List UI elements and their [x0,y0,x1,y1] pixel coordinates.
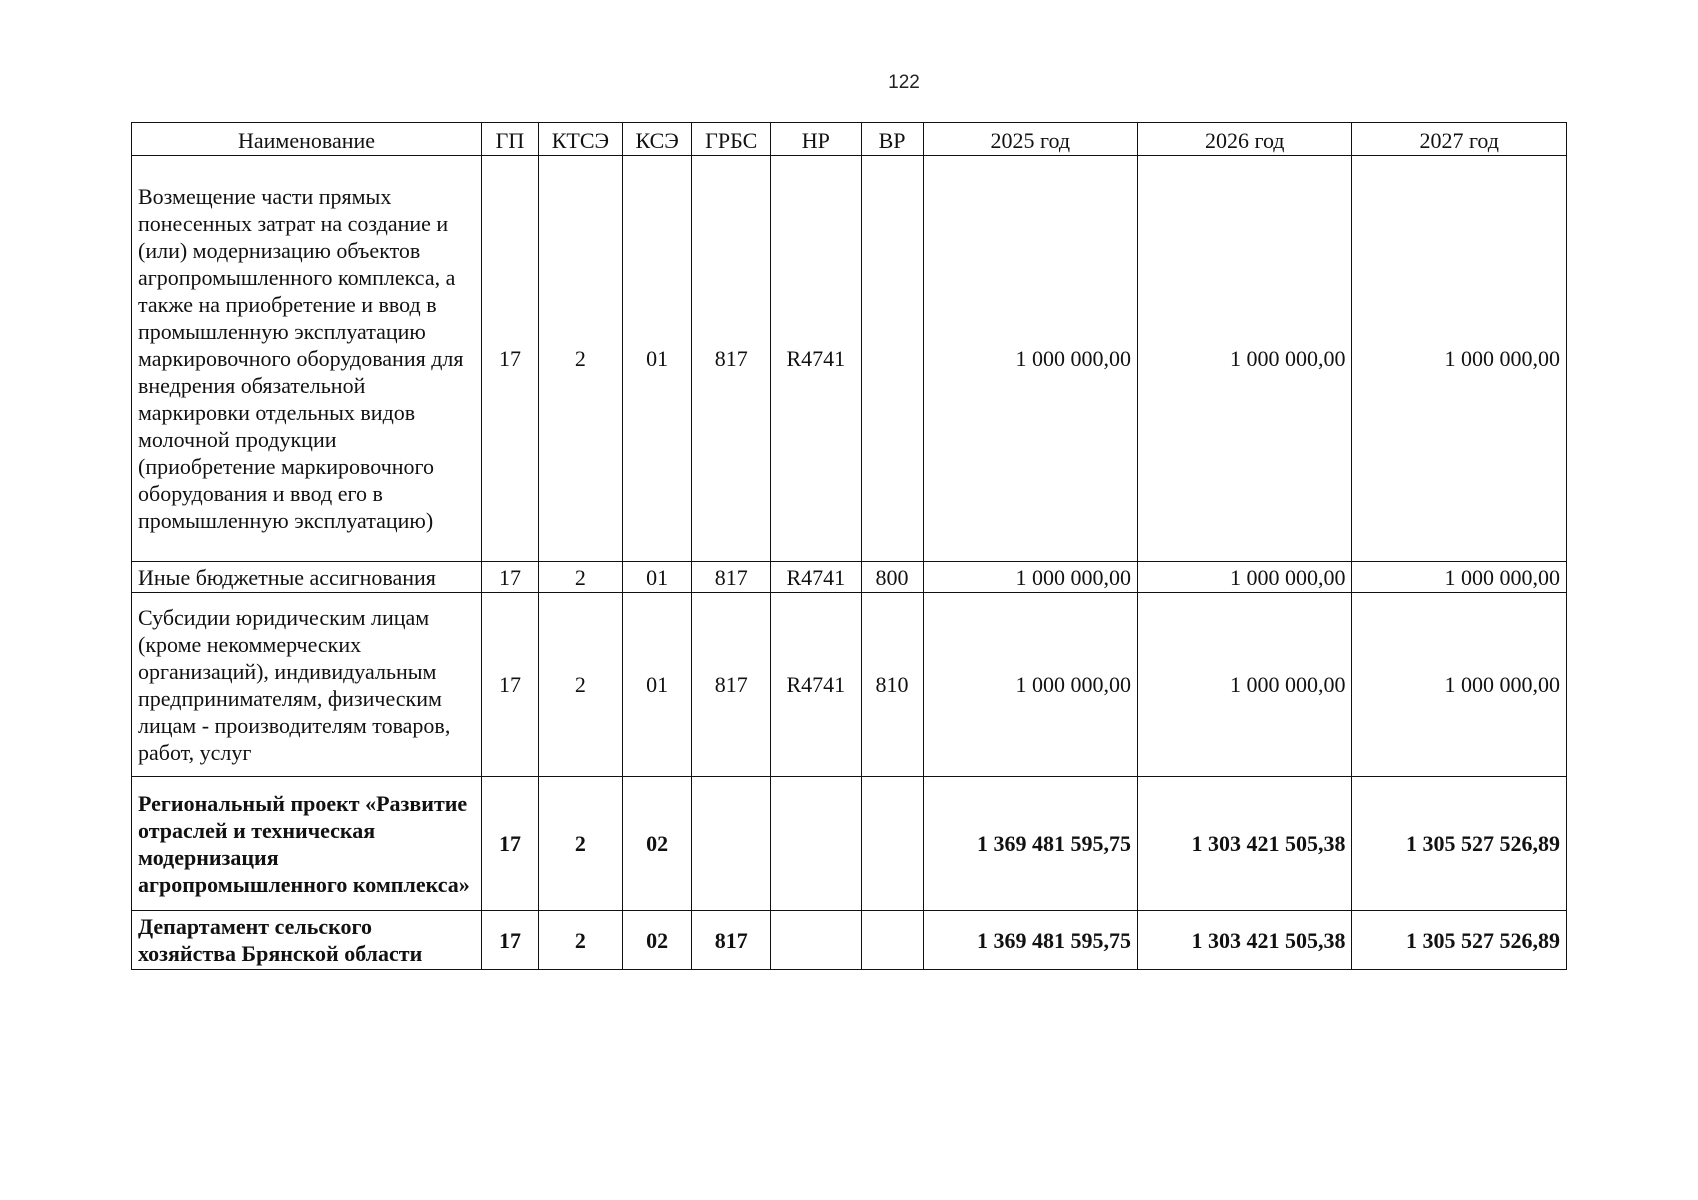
cell-2026: 1 000 000,00 [1138,562,1352,593]
cell-2025: 1 000 000,00 [923,156,1137,562]
cell-nr: R4741 [771,593,861,777]
page-number: 122 [888,72,920,93]
cell-2027: 1 000 000,00 [1352,593,1567,777]
cell-2027: 1 305 527 526,89 [1352,911,1567,970]
col-header-ktse: КТСЭ [538,123,622,156]
cell-2026: 1 000 000,00 [1138,156,1352,562]
cell-grbs [692,777,771,911]
table-row [132,593,1567,777]
cell-2025: 1 369 481 595,75 [923,777,1137,911]
cell-kse: 02 [622,777,691,911]
cell-nr [771,911,861,970]
cell-2026: 1 000 000,00 [1138,593,1352,777]
col-header-grbs: ГРБС [692,123,771,156]
cell-kse: 01 [622,593,691,777]
cell-vr [861,777,923,911]
table-row [132,777,1567,911]
cell-gp: 17 [482,562,539,593]
cell-2027: 1 000 000,00 [1352,156,1567,562]
cell-name: Департамент сельского хозяйства Брянской области [132,911,482,970]
cell-vr [861,156,923,562]
cell-vr: 800 [861,562,923,593]
cell-ktse: 2 [538,562,622,593]
cell-grbs: 817 [692,156,771,562]
cell-ktse: 2 [538,911,622,970]
cell-kse: 01 [622,156,691,562]
cell-2027: 1 305 527 526,89 [1352,777,1567,911]
cell-nr [771,777,861,911]
cell-kse: 01 [622,562,691,593]
col-header-2026: 2026 год [1138,123,1352,156]
col-header-kse: КСЭ [622,123,691,156]
cell-nr: R4741 [771,562,861,593]
col-header-nr: НР [771,123,861,156]
table-header-row [132,123,1567,156]
cell-name: Субсидии юридическим лицам (кроме некоммерческих организаций), индивидуальным предпринимателям, физическим лицам - производителям товаров, работ, услуг [132,593,482,777]
cell-2025: 1 369 481 595,75 [923,911,1137,970]
col-header-2027: 2027 год [1352,123,1567,156]
cell-grbs: 817 [692,593,771,777]
cell-2026: 1 303 421 505,38 [1138,777,1352,911]
table-row [132,911,1567,970]
cell-2025: 1 000 000,00 [923,562,1137,593]
col-header-vr: ВР [861,123,923,156]
col-header-gp: ГП [482,123,539,156]
table-row [132,156,1567,562]
cell-ktse: 2 [538,593,622,777]
cell-name: Региональный проект «Развитие отраслей и техническая модернизация агропромышленного комплекса» [132,777,482,911]
cell-2025: 1 000 000,00 [923,593,1137,777]
table-row [132,562,1567,593]
budget-table [131,122,1567,970]
cell-name: Иные бюджетные ассигнования [132,562,482,593]
cell-gp: 17 [482,593,539,777]
cell-kse: 02 [622,911,691,970]
cell-vr: 810 [861,593,923,777]
cell-grbs: 817 [692,911,771,970]
cell-vr [861,911,923,970]
cell-ktse: 2 [538,777,622,911]
cell-2027: 1 000 000,00 [1352,562,1567,593]
cell-ktse: 2 [538,156,622,562]
cell-gp: 17 [482,156,539,562]
col-header-name: Наименование [132,123,482,156]
cell-gp: 17 [482,777,539,911]
cell-gp: 17 [482,911,539,970]
col-header-2025: 2025 год [923,123,1137,156]
cell-grbs: 817 [692,562,771,593]
cell-nr: R4741 [771,156,861,562]
cell-2026: 1 303 421 505,38 [1138,911,1352,970]
cell-name: Возмещение части прямых понесенных затрат на создание и (или) модернизацию объектов агропромышленного комплекса, а также на приобретение и ввод в промышленную эксплуатацию маркировочного оборудования для внедрения обязательной маркировки отдельных видов молочной продукции (приобретение маркировочного оборудования и ввод его в промышленную эксплуатацию) [132,156,482,562]
